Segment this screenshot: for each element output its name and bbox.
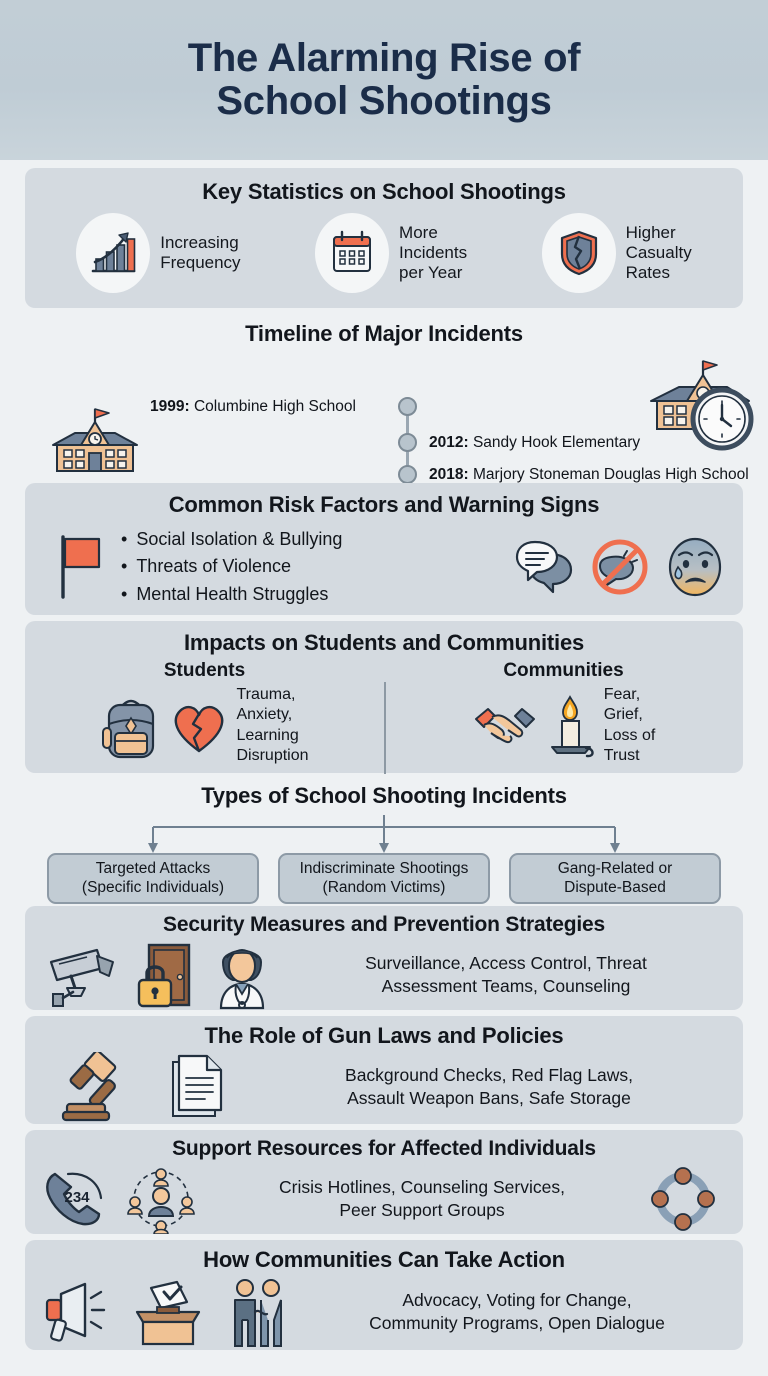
support-group-icon — [125, 1164, 197, 1234]
action-section — [25, 1240, 743, 1350]
security-body — [25, 940, 743, 1010]
impacts-column-heading: Students — [163, 660, 246, 681]
timeline-dot — [398, 397, 417, 416]
impacts-title: Impacts on Students and Communities — [183, 630, 585, 655]
support-body — [25, 1164, 743, 1234]
impacts-grid — [25, 660, 743, 767]
impacts-column-students — [25, 660, 384, 767]
timeline-event: 2018: Marjory Stoneman Douglas High School — [429, 466, 749, 483]
phone-number-label: 234 — [64, 1189, 90, 1206]
gun-laws-section — [25, 1016, 743, 1124]
gavel-icon — [61, 1052, 133, 1122]
support-text: Crisis Hotlines, Counseling Services, Peer Support Groups — [279, 1176, 565, 1220]
support-icons — [41, 1164, 197, 1234]
support-section — [25, 1130, 743, 1234]
impacts-column-body — [100, 685, 308, 767]
bar-chart-rising-icon — [76, 213, 150, 293]
action-icons — [41, 1276, 293, 1348]
stat-more-incidents — [315, 213, 467, 293]
list-item: • Social Isolation & Bullying — [121, 526, 513, 553]
key-statistics-section — [25, 168, 743, 308]
impacts-text: Fear, Grief, Loss of Trust — [603, 686, 656, 765]
risk-factors-title: Common Risk Factors and Warning Signs — [168, 492, 600, 517]
document-icon — [167, 1052, 225, 1122]
types-connector-arrows — [25, 815, 743, 855]
gun-laws-title: The Role of Gun Laws and Policies — [204, 1023, 564, 1048]
key-statistics-row — [25, 213, 743, 293]
impacts-section — [25, 621, 743, 773]
candle-icon — [544, 693, 598, 759]
impacts-text: Trauma, Anxiety, Learning Disruption — [236, 686, 309, 765]
ballot-box-icon — [131, 1278, 205, 1346]
calendar-icon — [315, 213, 389, 293]
timeline-section — [25, 315, 749, 483]
impacts-column-heading: Communities — [503, 660, 624, 681]
broken-heart-icon — [168, 695, 230, 757]
stat-higher-casualty — [542, 213, 692, 293]
security-title: Security Measures and Prevention Strategies — [163, 913, 605, 936]
page-title — [188, 37, 581, 123]
page-header — [0, 0, 768, 160]
timeline-dot — [398, 433, 417, 452]
risk-factors-list — [121, 526, 513, 608]
backpack-icon — [100, 690, 162, 762]
red-flag-icon — [37, 533, 121, 601]
support-title: Support Resources for Affected Individuals — [172, 1137, 596, 1160]
action-title: How Communities Can Take Action — [203, 1247, 565, 1272]
types-boxes — [25, 853, 743, 904]
page-title-line2: School Shootings — [216, 79, 552, 123]
cracked-shield-icon — [542, 213, 616, 293]
list-item: • Mental Health Struggles — [121, 581, 513, 608]
security-section — [25, 906, 743, 1010]
gun-laws-icons — [61, 1052, 225, 1122]
key-statistics-title: Key Statistics on School Shootings — [202, 179, 566, 204]
timeline-event: 1999: Columbine High School — [150, 398, 356, 415]
handshake-icon — [472, 697, 538, 755]
anxious-face-icon — [665, 536, 725, 598]
megaphone-icon — [41, 1278, 113, 1346]
types-title: Types of School Shooting Incidents — [201, 783, 567, 808]
impacts-column-body — [472, 685, 656, 767]
risk-factors-icons — [513, 536, 731, 598]
action-text: Advocacy, Voting for Change, Community Programs, Open Dialogue — [369, 1289, 665, 1333]
types-flow — [25, 815, 743, 903]
security-camera-icon — [41, 942, 119, 1008]
risk-factors-section — [25, 483, 743, 615]
list-item: • Threats of Violence — [121, 553, 513, 580]
page-title-line1: The Alarming Rise of — [187, 35, 581, 80]
timeline-dot — [398, 465, 417, 484]
action-body — [25, 1276, 743, 1348]
counselor-icon — [211, 940, 273, 1010]
school-clock-icon — [631, 357, 759, 455]
security-icons — [41, 940, 273, 1010]
gun-laws-text: Background Checks, Red Flag Laws, Assault Weapon Bans, Safe Storage — [345, 1064, 633, 1108]
type-box-targeted-attacks[interactable] — [47, 853, 259, 904]
speech-bubbles-icon — [513, 538, 575, 596]
locked-door-icon — [135, 941, 195, 1009]
types-section — [25, 779, 743, 901]
type-box-gang-related[interactable] — [509, 853, 721, 904]
network-ring-icon — [647, 1164, 727, 1234]
type-box-label: Targeted Attacks (Specific Individuals) — [81, 860, 225, 896]
impacts-divider — [384, 682, 386, 774]
type-box-indiscriminate-shootings[interactable] — [278, 853, 490, 904]
timeline-event: 2012: Sandy Hook Elementary — [429, 434, 641, 451]
stat-label: More Incidents per Year — [399, 223, 468, 282]
stat-increasing-frequency — [76, 213, 240, 293]
phone-hotline-icon — [41, 1168, 115, 1230]
gun-laws-body — [25, 1052, 743, 1122]
risk-factors-body — [25, 526, 743, 608]
stat-label: Increasing Frequency — [160, 233, 241, 272]
school-building-icon — [45, 405, 145, 477]
type-box-label: Indiscriminate Shootings (Random Victims) — [299, 860, 469, 896]
security-text: Surveillance, Access Control, Threat Assessment Teams, Counseling — [365, 952, 647, 996]
type-box-label: Gang-Related or Dispute-Based — [557, 860, 673, 896]
handshake-people-icon — [223, 1276, 293, 1348]
timeline-title: Timeline of Major Incidents — [245, 321, 523, 346]
stat-label: Higher Casualty Rates — [625, 223, 692, 282]
impacts-column-communities — [384, 660, 743, 767]
timeline-body — [25, 353, 749, 483]
no-violence-icon — [589, 537, 651, 597]
